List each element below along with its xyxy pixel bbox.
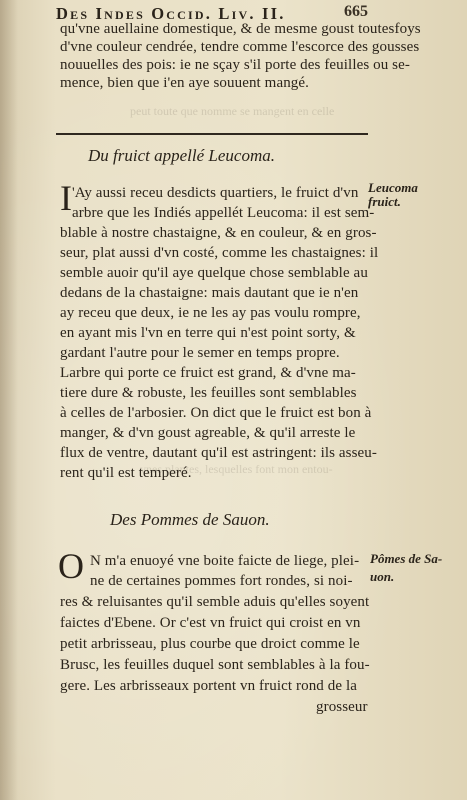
text-line: à celles de l'arbosier. On dict que le fruict est bon à (60, 405, 372, 421)
text-line: ay receu que deux, ie ne les ay pas voulu rompre, (60, 305, 361, 321)
text-line: blable à nostre chastaigne, & en couleur, & en gros- (60, 225, 377, 241)
text-line: flux de ventre, dautant qu'il est astringent: ils asseu- (60, 445, 377, 461)
text-line: dedans de la chastaigne: mais dautant que ie n'en (60, 285, 359, 301)
text-line: ne de certaines pommes fort rondes, si noi- (90, 573, 353, 589)
text-line: qu'vne auellaine domestique, & de mesme goust toutesfoys (60, 21, 421, 37)
show-through: peut toute que nomme se mangent en celle (130, 104, 335, 118)
text-line: 'Ay aussi receu desdicts quartiers, le fruict d'vn (72, 185, 359, 201)
text-line: manger, & d'vn goust agreable, & qu'il arreste le (60, 425, 356, 441)
section-rule (56, 133, 368, 135)
drop-cap: O (58, 546, 84, 586)
drop-cap: I (60, 178, 72, 218)
catchword: grosseur (316, 699, 368, 715)
text-line: petit arbrisseau, plus courbe que droict comme le (60, 636, 360, 652)
text-line: Brusc, les feuilles duquel sont semblables à la fou- (60, 657, 370, 673)
text-line: rent qu'il est temperé. (60, 465, 192, 481)
section-title: Du fruict appellé Leucoma. (88, 146, 275, 165)
text-line: Larbre qui porte ce fruict est grand, & d'vne ma- (60, 365, 356, 381)
margin-note: fruict. (368, 194, 401, 209)
show-through: vnes plantes, lesquelles font mon entou- (140, 462, 333, 476)
text-line: en ayant mis l'vn en terre qui n'est point sorty, & (60, 325, 356, 341)
text-line: gardant l'autre pour le semer en temps propre. (60, 345, 340, 361)
text-line: N m'a enuoyé vne boite faicte de liege, plei- (90, 553, 360, 569)
text-line: semble auoir qu'il aye quelque chose semblable au (60, 265, 368, 281)
text-line: nouuelles des pois: ie ne sçay s'il porte des feuilles ou se- (60, 57, 410, 73)
text-line: d'vne couleur cendrée, tendre comme l'escorce des gousses (60, 39, 420, 55)
margin-note: Pômes de Sa- (370, 551, 443, 566)
page-number: 665 (344, 3, 368, 20)
text-line: gere. Les arbrisseaux portent vn fruict rond de la (60, 678, 357, 694)
text-line: seur, plat aussi d'vn costé, comme les chastaignes: il (60, 245, 379, 261)
text-line: mence, bien que i'en aye souuent mangé. (60, 75, 310, 91)
text-line: res & reluisantes qu'il semble aduis qu'elles soyent (60, 594, 370, 610)
text-line: tiere dure & robuste, les feuilles sont semblables (60, 385, 357, 401)
running-head: Des Indes Occid. Liv. II. (56, 4, 286, 23)
text-line: arbre que les Indiés appellét Leucoma: il est sem- (72, 205, 375, 221)
section-title: Des Pommes de Sauon. (110, 510, 270, 529)
margin-note: uon. (370, 569, 395, 584)
margin-note: Leucoma (368, 180, 418, 195)
gutter-shadow (0, 0, 18, 800)
text-line: faictes d'Ebene. Or c'est vn fruict qui croist en vn (60, 615, 361, 631)
